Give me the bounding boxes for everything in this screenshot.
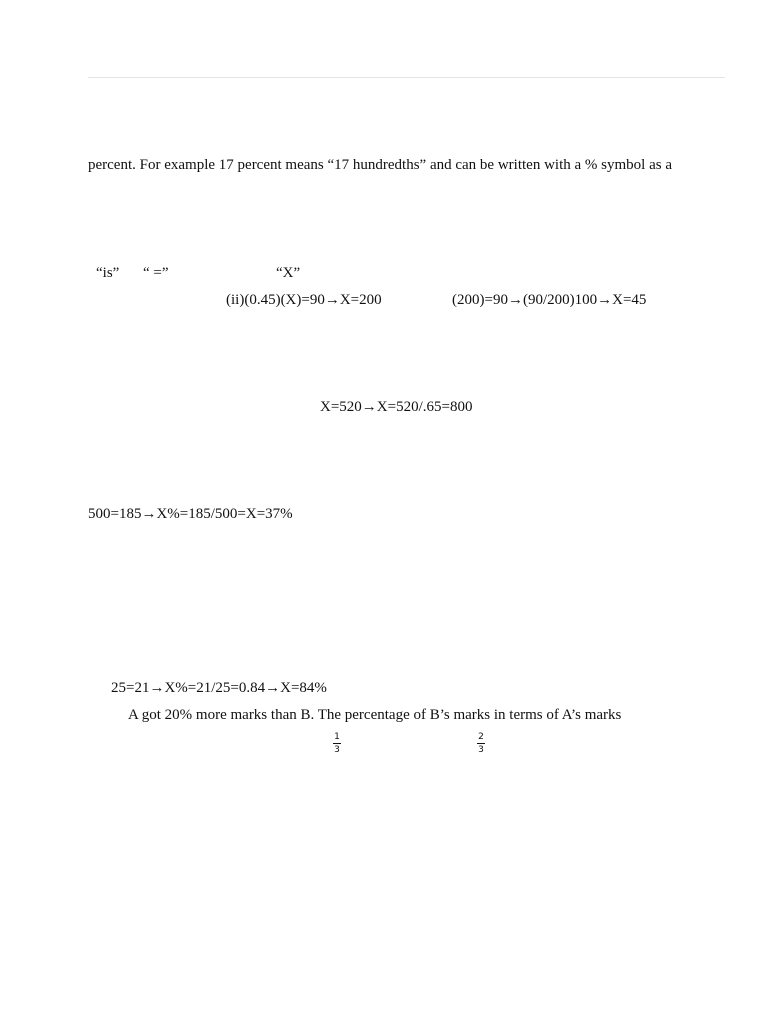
fraction-denominator: 3: [334, 745, 340, 755]
equation-500: 500=185→X%=185/500=X=37%: [88, 506, 293, 522]
fraction-bar: [333, 743, 341, 744]
equation-iii: (200)=90→(90/200)100→X=45: [452, 292, 647, 308]
percent-definition-line: percent. For example 17 percent means “17 hundredths” and can be written with a % symbol as a: [88, 157, 672, 173]
fraction-two-thirds: [477, 732, 485, 755]
fraction-numerator: 1: [334, 732, 340, 742]
word-x: “X”: [276, 265, 301, 281]
fraction-one-third: [333, 732, 341, 755]
fraction-bar: [477, 743, 485, 744]
equation-ii: (ii)(0.45)(X)=90→X=200: [226, 292, 382, 308]
question-marks: A got 20% more marks than B. The percentage of B’s marks in terms of A’s marks: [128, 707, 622, 723]
fraction-denominator: 3: [478, 745, 484, 755]
word-is: “is”: [96, 265, 120, 281]
header-divider: [88, 77, 725, 78]
fraction-numerator: 2: [478, 732, 484, 742]
equation-25: 25=21→X%=21/25=0.84→X=84%: [111, 680, 327, 696]
equation-520: X=520→X=520/.65=800: [320, 399, 473, 415]
word-equals: “ =”: [143, 265, 169, 281]
